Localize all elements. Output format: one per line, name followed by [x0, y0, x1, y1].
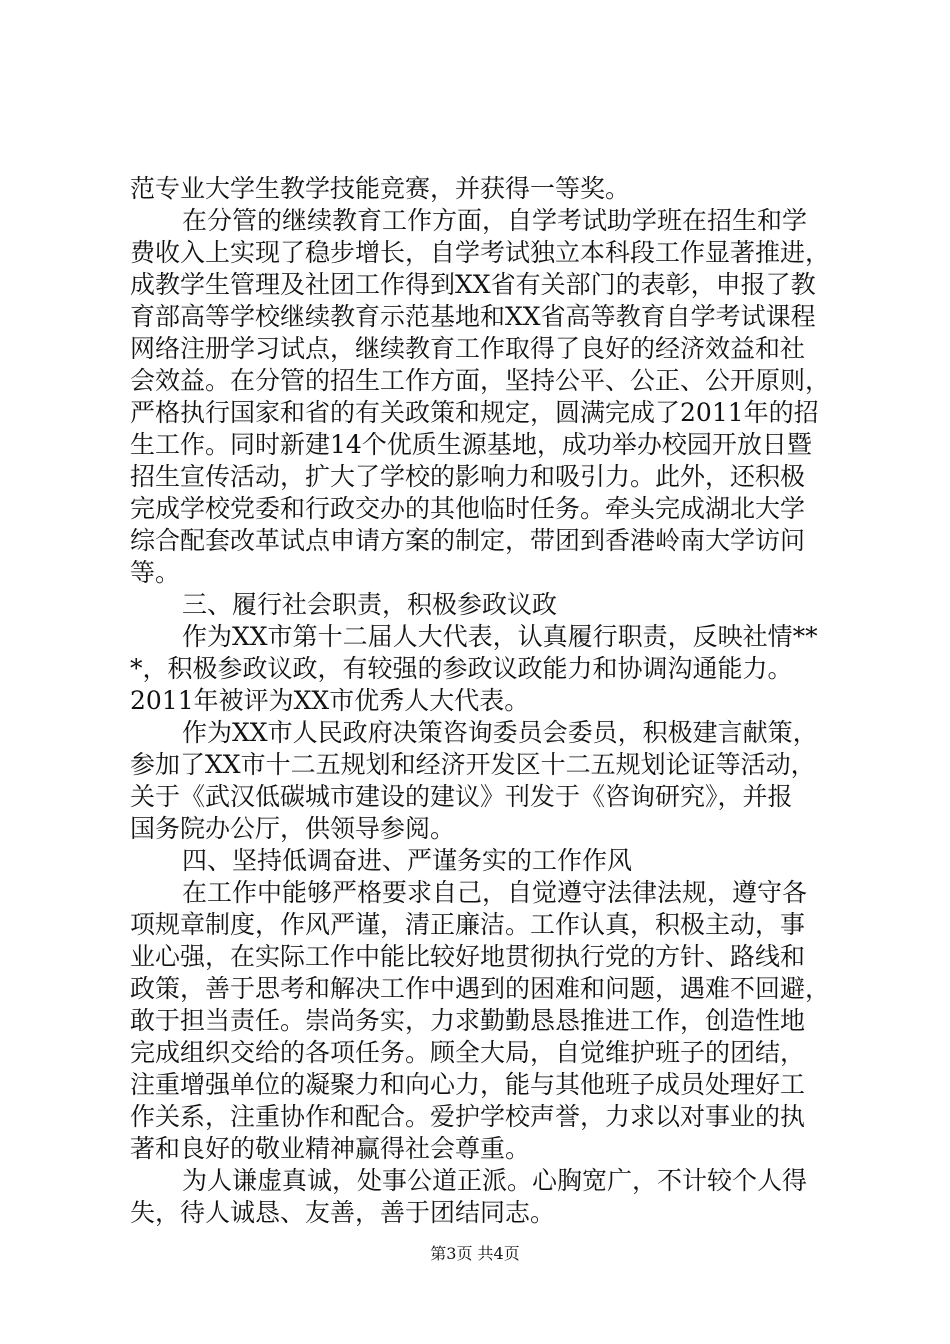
paragraph-start: 在工作中能够严格要求自己，自觉遵守法律法规，遵守各 — [182, 878, 808, 907]
text-line: 成教学生管理及社团工作得到XX省有关部门的表彰，申报了教 — [130, 270, 816, 299]
text-line: 敢于担当责任。崇尚务实，力求勤勤恳恳推进工作，创造性地 — [130, 1006, 806, 1035]
paragraph-start: 作为XX市人民政府决策咨询委员会委员，积极建言献策， — [182, 718, 818, 747]
text-line: 育部高等学校继续教育示范基地和XX省高等教育自学考试课程 — [130, 302, 816, 331]
text-line: 政策，善于思考和解决工作中遇到的困难和问题，遇难不回避， — [130, 974, 831, 1003]
text-line: *，积极参政议政，有较强的参政议政能力和协调沟通能力。 — [130, 654, 793, 683]
text-line: 严格执行国家和省的有关政策和规定，圆满完成了2011年的招 — [130, 398, 819, 427]
text-line: 生工作。同时新建14个优质生源基地，成功举办校园开放日暨 — [130, 430, 812, 459]
text-line: 国务院办公厅，供领导参阅。 — [130, 814, 456, 843]
text-line: 参加了XX市十二五规划和经济开发区十二五规划论证等活动， — [130, 750, 816, 779]
paragraph-start: 在分管的继续教育工作方面，自学考试助学班在招生和学 — [182, 206, 808, 235]
section-heading: 三、履行社会职责，积极参政议政 — [182, 590, 558, 619]
text-line: 业心强，在实际工作中能比较好地贯彻执行党的方针、路线和 — [130, 942, 806, 971]
document-body — [130, 173, 831, 1229]
text-line: 注重增强单位的凝聚力和向心力，能与其他班子成员处理好工 — [130, 1070, 806, 1099]
text-line: 失，待人诚恳、友善，善于团结同志。 — [130, 1198, 556, 1227]
text-line: 完成学校党委和行政交办的其他临时任务。牵头完成湖北大学 — [130, 494, 806, 523]
text-line: 范专业大学生教学技能竞赛，并获得一等奖。 — [130, 174, 631, 203]
section-heading: 四、坚持低调奋进、严谨务实的工作作风 — [182, 846, 633, 875]
text-line: 会效益。在分管的招生工作方面，坚持公平、公正、公开原则， — [130, 366, 831, 395]
text-line: 网络注册学习试点，继续教育工作取得了良好的经济效益和社 — [130, 334, 806, 363]
text-line: 招生宣传活动，扩大了学校的影响力和吸引力。此外，还积极 — [130, 462, 806, 491]
text-line: 关于《武汉低碳城市建设的建议》刊发于《咨询研究》，并报 — [130, 782, 793, 811]
page-number-footer: 第3页 共4页 — [430, 1244, 520, 1263]
paragraph-start: 作为XX市第十二届人大代表，认真履行职责，反映社情** — [182, 622, 818, 651]
text-line: 著和良好的敬业精神赢得社会尊重。 — [130, 1134, 531, 1163]
text-line: 完成组织交给的各项任务。顾全大局，自觉维护班子的团结， — [130, 1038, 806, 1067]
text-line: 综合配套改革试点申请方案的制定，带团到香港岭南大学访问 — [130, 526, 806, 555]
text-line: 等。 — [130, 558, 181, 587]
text-line: 项规章制度，作风严谨，清正廉洁。工作认真，积极主动，事 — [130, 910, 806, 939]
text-line: 2011年被评为XX市优秀人大代表。 — [130, 686, 530, 715]
paragraph-start: 为人谦虚真诚，处事公道正派。心胸宽广，不计较个人得 — [182, 1166, 808, 1195]
text-line: 费收入上实现了稳步增长，自学考试独立本科段工作显著推进， — [130, 238, 831, 267]
text-line: 作关系，注重协作和配合。爱护学校声誉，力求以对事业的执 — [130, 1102, 806, 1131]
